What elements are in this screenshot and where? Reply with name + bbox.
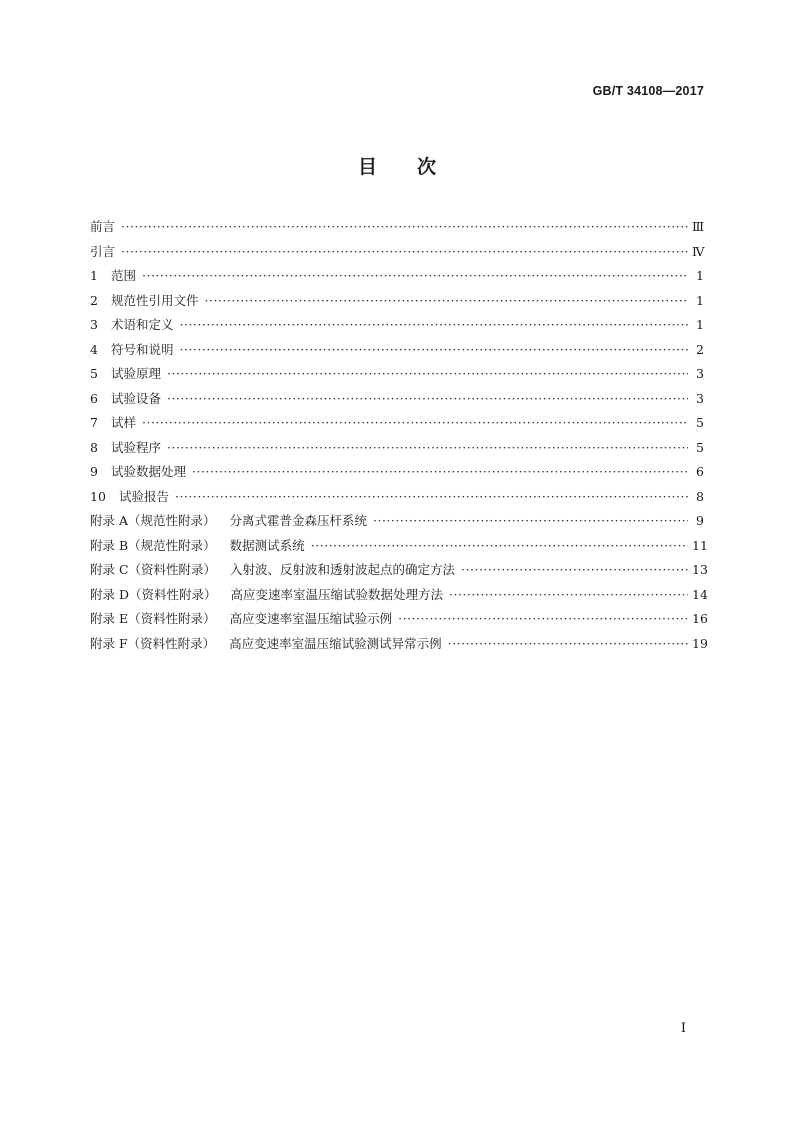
toc-entry-annex-tag: 附录 A（规范性附录） <box>90 513 216 528</box>
toc-entry-label: 入射波、反射波和透射波起点的确定方法 <box>230 562 456 577</box>
toc-entry-4[interactable] <box>90 338 704 363</box>
toc-entry-label: 试验程序 <box>111 439 162 455</box>
toc-entry-2[interactable] <box>90 289 704 314</box>
toc-entry-number: 1 <box>90 268 98 283</box>
toc-leader <box>167 436 688 461</box>
toc-leader <box>142 264 688 289</box>
toc-leader <box>180 338 688 363</box>
page-number: Ⅰ <box>680 1021 686 1036</box>
toc-entry-6[interactable] <box>90 387 704 412</box>
toc-entry-page: 3 <box>696 390 704 406</box>
toc-entry-8[interactable] <box>90 436 704 461</box>
toc-leader <box>373 509 688 534</box>
toc-entry-page: 5 <box>696 439 704 455</box>
toc-entry-page: 8 <box>696 488 704 504</box>
toc-entry-page: 13 <box>692 562 708 577</box>
toc-entry-annex-tag: 附录 C（资料性附录） <box>90 562 217 577</box>
page-title-part2: 次 <box>417 156 437 178</box>
toc-leader <box>205 289 688 314</box>
toc-entry-number: 9 <box>90 464 98 479</box>
toc-entry-page: 5 <box>696 415 704 430</box>
toc-entry-1[interactable] <box>90 264 704 289</box>
toc-entry-page: 6 <box>696 464 704 479</box>
toc-leader <box>142 411 688 436</box>
toc-leader <box>175 485 688 510</box>
toc-entry-label: 范围 <box>111 268 137 283</box>
toc-entry-number: 8 <box>90 439 98 455</box>
toc-entry-annex-f[interactable] <box>90 632 708 657</box>
toc-entry-annex-tag: 附录 F（资料性附录） <box>90 635 216 651</box>
toc-entry-foreword[interactable] <box>90 215 704 240</box>
toc-entry-9[interactable] <box>90 460 704 485</box>
toc-entry-page: 19 <box>692 635 708 651</box>
toc-leader <box>180 313 688 338</box>
toc-entry-label: 试验设备 <box>111 390 162 406</box>
toc-entry-3[interactable] <box>90 313 704 338</box>
toc-entry-number: 6 <box>90 390 98 406</box>
table-of-contents <box>90 215 708 656</box>
toc-entry-label: 高应变速率室温压缩试验示例 <box>229 611 393 626</box>
page-title <box>0 152 794 179</box>
toc-entry-page: Ⅲ <box>692 219 705 234</box>
page-title-part1: 目 <box>357 156 377 178</box>
toc-entry-5[interactable] <box>90 362 704 387</box>
toc-leader <box>461 558 688 583</box>
toc-entry-label: 术语和定义 <box>111 317 174 332</box>
toc-leader <box>448 632 688 657</box>
toc-entry-label: 试验原理 <box>111 366 162 381</box>
toc-entry-page: 2 <box>696 341 704 357</box>
toc-leader <box>449 583 688 608</box>
toc-entry-number: 3 <box>90 317 98 332</box>
toc-entry-annex-b[interactable] <box>90 534 708 559</box>
toc-entry-number: 7 <box>90 415 98 430</box>
toc-entry-label: 高应变速率室温压缩试验测试异常示例 <box>229 635 442 651</box>
toc-leader <box>121 240 688 265</box>
toc-entry-annex-c[interactable] <box>90 558 708 583</box>
toc-entry-label: 分离式霍普金森压杆系统 <box>229 513 368 528</box>
toc-entry-label: 试验报告 <box>119 488 170 504</box>
toc-entry-7[interactable] <box>90 411 704 436</box>
toc-entry-introduction[interactable] <box>90 240 704 265</box>
toc-entry-page: 14 <box>692 586 708 602</box>
toc-entry-page: 1 <box>696 317 704 332</box>
toc-leader <box>192 460 688 485</box>
toc-entry-page: 16 <box>692 611 708 626</box>
toc-entry-number: 5 <box>90 366 98 381</box>
toc-entry-label: 试样 <box>111 415 137 430</box>
toc-entry-label: 数据测试系统 <box>229 537 305 553</box>
toc-entry-label: 前言 <box>90 219 116 234</box>
toc-entry-page: 3 <box>696 366 704 381</box>
toc-entry-number: 10 <box>90 488 106 504</box>
toc-leader <box>121 215 688 240</box>
toc-entry-annex-a[interactable] <box>90 509 704 534</box>
toc-entry-page: 1 <box>696 268 704 283</box>
toc-entry-10[interactable] <box>90 485 704 510</box>
toc-leader <box>167 387 688 412</box>
toc-entry-page: Ⅳ <box>692 243 705 259</box>
toc-entry-label: 引言 <box>90 243 116 259</box>
toc-entry-label: 试验数据处理 <box>111 464 187 479</box>
toc-entry-page: 9 <box>696 513 704 528</box>
toc-entry-label: 规范性引用文件 <box>111 292 199 308</box>
standard-number: GB/T 34108—2017 <box>592 84 704 98</box>
toc-entry-annex-d[interactable] <box>90 583 708 608</box>
toc-entry-number: 4 <box>90 341 98 357</box>
toc-entry-label: 符号和说明 <box>111 341 174 357</box>
toc-entry-page: 1 <box>696 292 704 308</box>
toc-leader <box>398 607 688 632</box>
toc-entry-label: 高应变速率室温压缩试验数据处理方法 <box>230 586 444 602</box>
toc-entry-number: 2 <box>90 292 98 308</box>
toc-entry-page: 11 <box>692 537 708 553</box>
toc-leader <box>311 534 688 559</box>
toc-entry-annex-tag: 附录 B（规范性附录） <box>90 537 216 553</box>
toc-entry-annex-e[interactable] <box>90 607 708 632</box>
toc-entry-annex-tag: 附录 D（资料性附录） <box>90 586 217 602</box>
toc-entry-annex-tag: 附录 E（资料性附录） <box>90 611 216 626</box>
toc-leader <box>167 362 688 387</box>
